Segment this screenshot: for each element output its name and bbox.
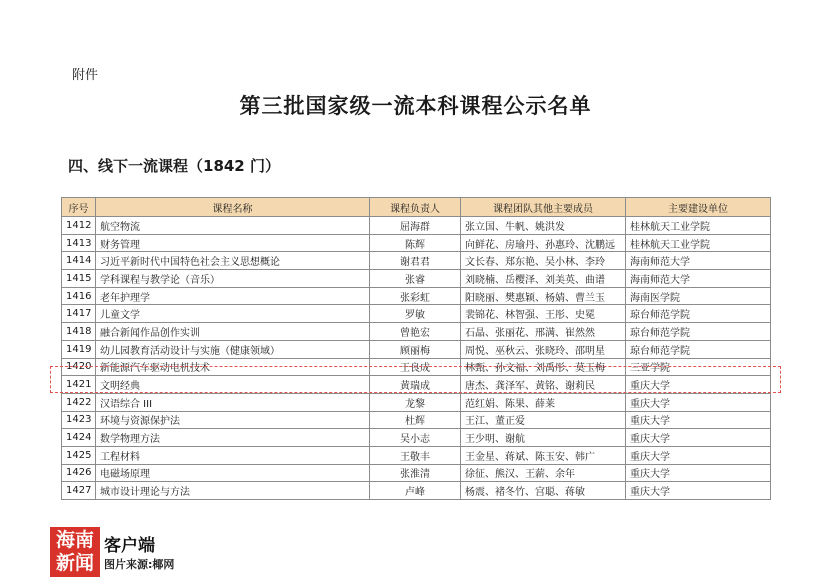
cell-team: 周悦、巫秋云、张晓玲、邵明星 bbox=[461, 340, 626, 358]
cell-course-name: 幼儿园教育活动设计与实施（健康领域） bbox=[96, 340, 370, 358]
logo-text-top: 海南 bbox=[55, 529, 94, 551]
image-source: 图片来源:椰网 bbox=[104, 558, 175, 571]
cell-team: 王少明、谢航 bbox=[461, 429, 626, 447]
cell-leader: 陈辉 bbox=[370, 234, 461, 252]
course-table bbox=[61, 197, 771, 500]
cell-index: 1412 bbox=[62, 217, 96, 235]
cell-leader: 杜辉 bbox=[370, 411, 461, 429]
cell-index: 1423 bbox=[62, 411, 96, 429]
table-row bbox=[62, 305, 771, 323]
table-row bbox=[62, 287, 771, 305]
cell-institution: 海南师范大学 bbox=[626, 270, 771, 288]
cell-institution: 重庆大学 bbox=[626, 446, 771, 464]
cell-index: 1424 bbox=[62, 429, 96, 447]
cell-course-name: 财务管理 bbox=[96, 234, 370, 252]
cell-team: 向鲜花、房瑜丹、孙惠玲、沈鹏远 bbox=[461, 234, 626, 252]
cell-team: 石晶、张丽花、邢满、崔然然 bbox=[461, 323, 626, 341]
cell-team: 刘晓楠、岳樱泽、刘美英、曲谱 bbox=[461, 270, 626, 288]
cell-team: 杨震、褚冬竹、宫聪、蒋敏 bbox=[461, 482, 626, 500]
cell-index: 1426 bbox=[62, 464, 96, 482]
cell-institution: 桂林航天工业学院 bbox=[626, 234, 771, 252]
cell-institution: 重庆大学 bbox=[626, 411, 771, 429]
cell-course-name: 航空物流 bbox=[96, 217, 370, 235]
cell-institution: 三亚学院 bbox=[626, 358, 771, 376]
client-label: 客户端 bbox=[104, 536, 155, 556]
cell-index: 1425 bbox=[62, 446, 96, 464]
table-row bbox=[62, 411, 771, 429]
table-row bbox=[62, 340, 771, 358]
cell-institution: 重庆大学 bbox=[626, 429, 771, 447]
logo-text-bottom: 新闻 bbox=[55, 552, 94, 574]
highlight-box bbox=[50, 366, 781, 393]
cell-index: 1414 bbox=[62, 252, 96, 270]
cell-team: 徐征、熊汉、王薪、余年 bbox=[461, 464, 626, 482]
cell-course-name: 文明经典 bbox=[96, 376, 370, 394]
col-header-team: 课程团队其他主要成员 bbox=[461, 198, 626, 217]
cell-index: 1422 bbox=[62, 393, 96, 411]
cell-index: 1421 bbox=[62, 376, 96, 394]
col-header-leader: 课程负责人 bbox=[370, 198, 461, 217]
cell-course-name: 城市设计理论与方法 bbox=[96, 482, 370, 500]
table-row bbox=[62, 270, 771, 288]
cell-index: 1420 bbox=[62, 358, 96, 376]
cell-team: 王江、董正爱 bbox=[461, 411, 626, 429]
news-logo bbox=[50, 527, 100, 577]
cell-index: 1417 bbox=[62, 305, 96, 323]
cell-course-name: 融合新闻作品创作实训 bbox=[96, 323, 370, 341]
table-row bbox=[62, 393, 771, 411]
cell-team: 范红娟、陈果、薛莱 bbox=[461, 393, 626, 411]
cell-institution: 重庆大学 bbox=[626, 482, 771, 500]
cell-institution: 桂林航天工业学院 bbox=[626, 217, 771, 235]
cell-course-name: 习近平新时代中国特色社会主义思想概论 bbox=[96, 252, 370, 270]
document-title: 第三批国家级一流本科课程公示名单 bbox=[239, 93, 592, 118]
table-row bbox=[62, 429, 771, 447]
cell-course-name: 工程材料 bbox=[96, 446, 370, 464]
cell-leader: 张淮清 bbox=[370, 464, 461, 482]
cell-team: 文长春、郑东艳、吴小林、李玲 bbox=[461, 252, 626, 270]
cell-leader: 张睿 bbox=[370, 270, 461, 288]
cell-leader: 王良成 bbox=[370, 358, 461, 376]
cell-leader: 卢峰 bbox=[370, 482, 461, 500]
table-row bbox=[62, 323, 771, 341]
cell-leader: 曾艳宏 bbox=[370, 323, 461, 341]
cell-course-name: 儿童文学 bbox=[96, 305, 370, 323]
cell-team: 王金星、蒋斌、陈玉安、韩广 bbox=[461, 446, 626, 464]
cell-team: 张立国、牛帆、姚洪发 bbox=[461, 217, 626, 235]
cell-leader: 吴小志 bbox=[370, 429, 461, 447]
cell-leader: 谢君君 bbox=[370, 252, 461, 270]
cell-team: 裴锦花、林智强、王彤、史冕 bbox=[461, 305, 626, 323]
cell-index: 1415 bbox=[62, 270, 96, 288]
cell-course-name: 电磁场原理 bbox=[96, 464, 370, 482]
cell-institution: 重庆大学 bbox=[626, 393, 771, 411]
table-row bbox=[62, 464, 771, 482]
table-row bbox=[62, 252, 771, 270]
cell-course-name: 老年护理学 bbox=[96, 287, 370, 305]
cell-institution: 琼台师范学院 bbox=[626, 323, 771, 341]
cell-leader: 屈海群 bbox=[370, 217, 461, 235]
cell-course-name: 学科课程与教学论（音乐） bbox=[96, 270, 370, 288]
col-header-institution: 主要建设单位 bbox=[626, 198, 771, 217]
cell-index: 1416 bbox=[62, 287, 96, 305]
cell-leader: 黄瑞成 bbox=[370, 376, 461, 394]
cell-leader: 顾丽梅 bbox=[370, 340, 461, 358]
cell-leader: 王敬丰 bbox=[370, 446, 461, 464]
cell-institution: 海南师范大学 bbox=[626, 252, 771, 270]
cell-index: 1413 bbox=[62, 234, 96, 252]
table-header-row bbox=[62, 198, 771, 217]
cell-leader: 张彩虹 bbox=[370, 287, 461, 305]
col-header-index: 序号 bbox=[62, 198, 96, 217]
cell-index: 1419 bbox=[62, 340, 96, 358]
cell-course-name: 数学物理方法 bbox=[96, 429, 370, 447]
table-row bbox=[62, 482, 771, 500]
cell-team: 唐杰、龚泽军、黄铭、谢莉民 bbox=[461, 376, 626, 394]
cell-leader: 罗敏 bbox=[370, 305, 461, 323]
col-header-course-name: 课程名称 bbox=[96, 198, 370, 217]
cell-index: 1418 bbox=[62, 323, 96, 341]
cell-institution: 重庆大学 bbox=[626, 464, 771, 482]
cell-leader: 龙黎 bbox=[370, 393, 461, 411]
cell-team: 林甄、孙文福、刘禹彤、莫玉梅 bbox=[461, 358, 626, 376]
cell-institution: 重庆大学 bbox=[626, 376, 771, 394]
cell-index: 1427 bbox=[62, 482, 96, 500]
attachment-label: 附件 bbox=[72, 68, 99, 83]
cell-institution: 琼台师范学院 bbox=[626, 305, 771, 323]
cell-institution: 海南医学院 bbox=[626, 287, 771, 305]
table-row bbox=[62, 234, 771, 252]
cell-team: 阳晓丽、樊惠颖、杨婧、曹兰玉 bbox=[461, 287, 626, 305]
section-heading: 四、线下一流课程（1842 门） bbox=[68, 157, 280, 175]
cell-course-name: 环境与资源保护法 bbox=[96, 411, 370, 429]
table-row bbox=[62, 446, 771, 464]
cell-course-name: 新能源汽车驱动电机技术 bbox=[96, 358, 370, 376]
table-row bbox=[62, 217, 771, 235]
cell-course-name: 汉语综合 III bbox=[96, 393, 370, 411]
cell-institution: 琼台师范学院 bbox=[626, 340, 771, 358]
